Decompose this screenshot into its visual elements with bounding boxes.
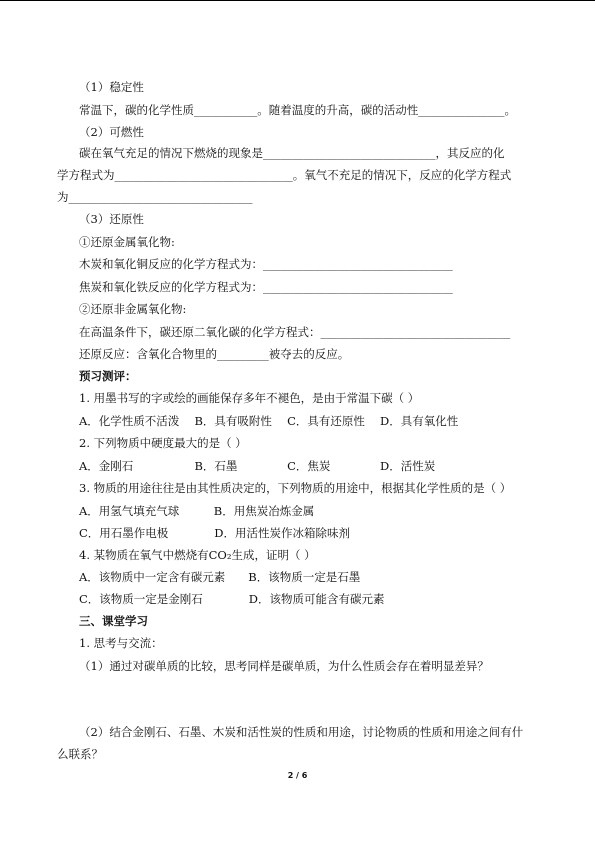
text-line: 焦炭和氧化铁反应的化学方程式为：_________________________________ — [79, 280, 453, 294]
page-number: 2 / 6 — [287, 771, 308, 780]
question-1-options: A．化学性质不活泼 B．具有吸附性 C．具有还原性 D．具有氧化性 — [79, 414, 459, 428]
text-line: 常温下，碳的化学性质___________。随着温度的升高，碳的活动性_______________。 — [79, 103, 516, 117]
discussion-question-1: （1）通过对碳单质的比较，思考同样是碳单质，为什么性质会存在着明显差异？ — [79, 659, 489, 673]
question-3: 3. 物质的用途往往是由其性质决定的，下列物质的用途中，根据其化学性质的是（ ） — [79, 481, 512, 495]
text-line: 在高温条件下，碳还原二氧化碳的化学方程式：_________________________________ — [79, 325, 511, 339]
section-combustibility: （2）可燃性 — [79, 125, 144, 139]
question-4-options: A．该物质中一定含有碳元素 B．该物质一定是石墨 — [79, 570, 361, 584]
text-line: 木炭和氧化铜反应的化学方程式为：_________________________________ — [79, 257, 453, 271]
text-line: 学方程式为_______________________________。氧气不充足的情况下，反应的化学方程式 — [57, 168, 512, 182]
question-3-options: A．用氢气填充气球 B．用焦炭冶炼金属 — [79, 504, 315, 518]
question-2-options: A．金刚石 B．石墨 C．焦炭 D．活性炭 — [79, 459, 436, 473]
question-4-options: C．该物质一定是金刚石 D．该物质可能含有碳元素 — [79, 592, 385, 606]
question-4: 4. 某物质在氧气中燃烧有CO₂生成，证明（ ） — [79, 548, 316, 562]
section-stability: （1）稳定性 — [79, 80, 144, 94]
section-reducibility: （3）还原性 — [79, 212, 144, 226]
question-1: 1. 用墨书写的字或绘的画能保存多年不褪色，是由于常温下碳（ ） — [79, 391, 420, 405]
classroom-heading: 三、课堂学习 — [79, 614, 148, 628]
text-line: 还原反应：含氧化合物里的_________被夺去的反应。 — [79, 347, 350, 361]
header-rule — [0, 0, 595, 1]
discussion-question-2-cont: 么联系？ — [57, 747, 103, 761]
discussion-question-2: （2）结合金刚石、石墨、木炭和活性炭的性质和用途，讨论物质的性质和用途之间有什 — [79, 725, 524, 739]
question-2: 2. 下列物质中硬度最大的是（ ） — [79, 436, 247, 450]
text-line: ①还原金属氧化物: — [79, 235, 175, 249]
preview-test-heading: 预习测评： — [79, 369, 137, 383]
text-line: 碳在氧气充足的情况下燃烧的现象是______________________________，其反应的化 — [79, 146, 505, 160]
text-line: ②还原非金属氧化物: — [79, 302, 187, 316]
text-line: 为________________________________ — [57, 190, 253, 204]
question-3-options: C．用石墨作电极 D．用活性炭作冰箱除味剂 — [79, 526, 351, 540]
discussion-heading: 1. 思考与交流： — [79, 636, 163, 650]
